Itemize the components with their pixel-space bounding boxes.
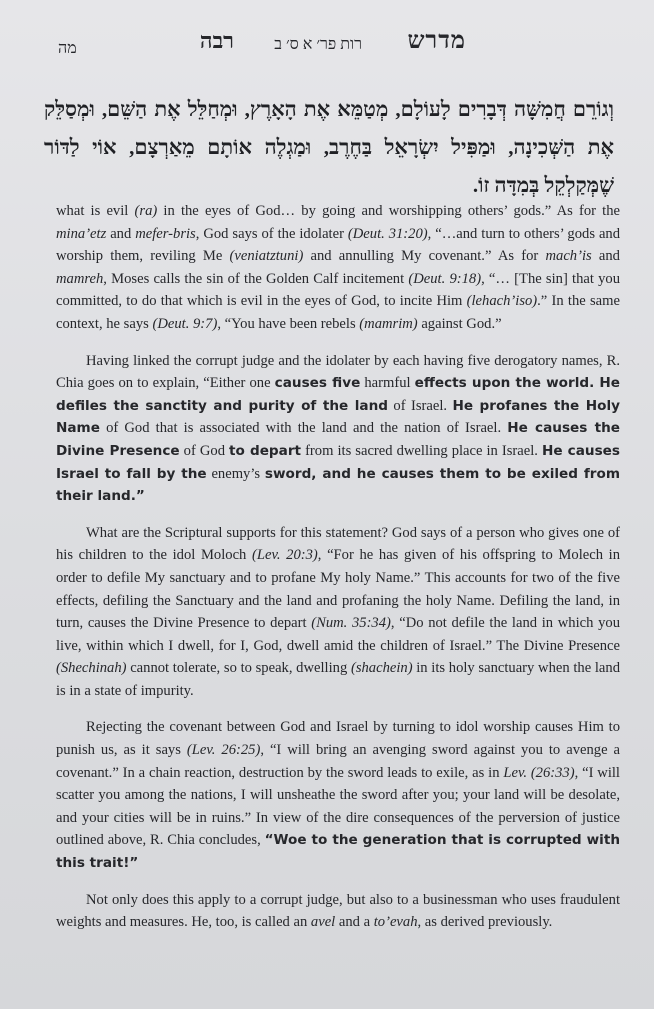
text-run: what is evil xyxy=(56,203,135,219)
text-run: , God says of the idolater xyxy=(195,225,348,242)
bold-text: He causes Israel to fall by the xyxy=(56,442,620,482)
text-run: of God that is associated with the land and the nation of Israel. xyxy=(99,420,508,437)
italic-text: mefer-bris xyxy=(135,225,196,242)
italic-text: mach’is xyxy=(545,248,592,265)
text-run: Rejecting the covenant between God and Israel by turning to idol worship causes Him to punish us, as it says xyxy=(56,719,620,759)
text-run: What are the Scriptural supports for this statement? God says of a person who gives one of his children to the idol Moloch xyxy=(56,524,620,564)
page-header xyxy=(40,28,614,62)
text-run: Not only does this apply to a corrupt judge, but also to a businessman who uses fraudulent weights and measures. He, too, is called an xyxy=(56,891,620,931)
page-number: מה xyxy=(58,40,77,57)
bold-text: sword, and he causes them to be exiled from their land.” xyxy=(56,465,620,505)
commentary-body xyxy=(56,200,620,948)
chapter-reference: רות פר׳ א ס׳ ב xyxy=(274,36,362,53)
text-run: and xyxy=(106,225,136,242)
text-run: harmful xyxy=(360,375,415,392)
italic-text: (Lev. 20:3) xyxy=(252,547,318,564)
italic-text: to’evah xyxy=(373,914,418,931)
italic-text: (Deut. 31:20) xyxy=(347,225,428,242)
italic-text: (ra) xyxy=(134,203,158,219)
text-run: , “I will bring an avenging sword against you to avenge a covenant.” In a chain reaction, destruction by the sword leads to exile, as in xyxy=(56,742,621,781)
bold-text: to depart xyxy=(229,442,302,459)
paragraph xyxy=(56,350,620,508)
italic-text: (mamrim) xyxy=(359,315,418,332)
bold-text: causes five xyxy=(274,375,361,392)
italic-text: Lev. (26:33) xyxy=(503,764,575,781)
bold-text: He profanes the Holy Name xyxy=(56,397,620,437)
hebrew-source-text: וְגוֹרֵם חֲמִשָּׁה דְּבָרִים לָעוֹלָם, מְטַמֵּא אֶת הָאָרֶץ, וּמְחַלֵּל אֶת הַשֵּׁם, וּמְסַלֵּק אֶת הַשְּׁכִינָה, וּמַפִּיל יִשְׂרָאֵל בַּחֶרֶב, וּמַגְלֶה אוֹתָם מֵאַרְצָם, אוֹי לַדּוֹר שֶׁמְּקַלְקֵל בְּמִדָּה זוֹ. xyxy=(44,97,614,197)
italic-text: (Shechinah) xyxy=(56,660,127,677)
paragraph xyxy=(56,522,620,703)
text-run: Having linked the corrupt judge and the idolater by each having five derogatory names, R. Chia goes on to explain, “Either one xyxy=(56,352,620,392)
text-run: , “…and turn to others’ gods and worship them, reviling Me xyxy=(56,225,621,265)
italic-text: (veniatztuni) xyxy=(229,248,304,265)
paragraph xyxy=(56,200,620,336)
italic-text: mina’etz xyxy=(56,225,107,242)
text-run: , as derived previously. xyxy=(417,914,553,931)
text-run: and annulling My covenant.” As for xyxy=(303,248,546,265)
italic-text: (Deut. 9:18) xyxy=(408,270,482,287)
bold-text: He causes the Divine Presence xyxy=(56,420,620,459)
text-run: and xyxy=(591,248,620,265)
running-title-left: רבה xyxy=(199,28,234,53)
bold-text: “Woe to the generation that is corrupted with this trait!” xyxy=(56,832,621,872)
text-run: from its sacred dwelling place in Israel. xyxy=(301,442,542,459)
text-run: of God xyxy=(179,442,230,459)
text-run: , “You have been rebels xyxy=(217,315,360,332)
text-run: , “I will scatter you among the nations, I will unsheathe the sword after you; your land will be desolate, and your cities will be in ruins.” In view of the dire consequences of the perversion of justice outlined above, R. Chia concludes, xyxy=(56,764,620,849)
text-run: in its holy sanctuary when the land is in a state of impurity. xyxy=(56,660,620,699)
text-run: .” In the same context, he says xyxy=(56,293,620,332)
italic-text: (Lev. 26:25) xyxy=(186,742,261,759)
italic-text: (Deut. 9:7) xyxy=(152,315,218,332)
text-run: enemy’s xyxy=(206,465,265,482)
italic-text: avel xyxy=(310,914,336,931)
text-run: , “Do not defile the land in which you live, within which I dwell, for I, God, dwell amid the children of Israel.” The Divine Presence xyxy=(56,615,620,654)
text-run: and a xyxy=(335,914,374,931)
italic-text: (Num. 35:34) xyxy=(311,615,391,632)
text-run: of Israel. xyxy=(387,397,453,414)
running-title-right: מדרש xyxy=(407,28,466,54)
text-run: against God.” xyxy=(417,315,502,332)
italic-text: (lehach’iso) xyxy=(466,293,538,310)
text-run: , “… [The sin] that you committed, to do that which is evil in the eyes of God, to incite Him xyxy=(56,270,621,310)
paragraph xyxy=(56,716,620,874)
text-run: , Moses calls the sin of the Golden Calf incitement xyxy=(103,270,409,287)
paragraph xyxy=(56,889,620,934)
text-run: cannot tolerate, so to speak, dwelling xyxy=(126,660,351,677)
text-run: , “For he has given of his offspring to Molech in order to defile My sanctuary and to profane My holy Name.” This accounts for two of the five effects, defiling the Sanctuary and the land and profaning the holy Name. Defiling the land, in turn, causes the Divine Presence to depart xyxy=(56,547,620,632)
bold-text: effects upon the world. He defiles the sanctity and purity of the land xyxy=(56,375,621,414)
text-run: in the eyes of God… by going and worshipping others’ gods.” As for the xyxy=(157,203,620,219)
italic-text: mamreh xyxy=(56,270,104,287)
italic-text: (shachein) xyxy=(350,660,413,677)
